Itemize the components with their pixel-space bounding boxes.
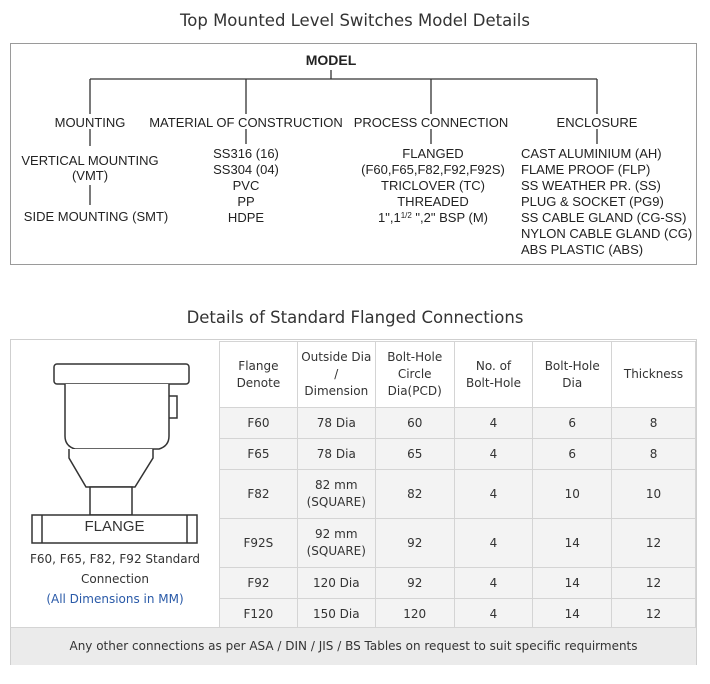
table-row — [220, 470, 696, 519]
flange-details-panel — [10, 339, 697, 665]
cell-bolt-count: 4 — [454, 439, 533, 470]
cell-outside-dia: 78 Dia — [297, 439, 375, 470]
cell-bolt-dia: 14 — [533, 599, 612, 630]
option-ss-cable-gland: SS CABLE GLAND (CG-SS) — [521, 210, 687, 225]
cell-outside-dia: 150 Dia — [297, 599, 375, 630]
cell-bolt-count: 4 — [454, 519, 533, 568]
option-vmt-code: (VMT) — [71, 168, 109, 183]
header-bolt-count: No. of Bolt-Hole — [454, 342, 533, 408]
header-flange-denote: Flange Denote — [220, 342, 298, 408]
dimension-note: (All Dimensions in MM) — [46, 592, 184, 606]
cell-thickness: 12 — [612, 519, 696, 568]
option-ss-weather: SS WEATHER PR. (SS) — [521, 178, 661, 193]
cell-flange: F120 — [220, 599, 298, 630]
option-cast-aluminium: CAST ALUMINIUM (AH) — [521, 146, 662, 161]
process-options — [361, 146, 505, 226]
option-pvc: PVC — [232, 178, 260, 193]
table-row — [220, 568, 696, 599]
cell-outside-dia: 78 Dia — [297, 408, 375, 439]
option-side-mounting: SIDE MOUNTING (SMT) — [23, 209, 169, 224]
cell-flange: F92 — [220, 568, 298, 599]
table-row — [220, 599, 696, 630]
header-thickness: Thickness — [612, 342, 696, 408]
cell-bolt-dia: 6 — [533, 439, 612, 470]
cell-pcd: 82 — [375, 470, 454, 519]
level-switch-illustration — [11, 340, 219, 627]
model-details-title: Top Mounted Level Switches Model Details — [179, 11, 530, 30]
flange-caption-line-2: Connection — [81, 572, 149, 586]
cell-bolt-dia: 14 — [533, 519, 612, 568]
flange-caption-line-1: F60, F65, F82, F92 Standard — [30, 552, 200, 566]
cell-pcd: 92 — [375, 519, 454, 568]
table-row — [220, 408, 696, 439]
option-threaded-sizes: $1",1^{1/2}$ ",2" BSP (M) — [378, 210, 488, 225]
cell-bolt-count: 4 — [454, 599, 533, 630]
mounting-options — [21, 153, 158, 183]
option-vertical-mounting: VERTICAL MOUNTING — [21, 153, 159, 168]
cell-bolt-count: 4 — [454, 408, 533, 439]
housing-body-shape — [65, 384, 169, 449]
cell-thickness: 10 — [612, 470, 696, 519]
model-tree-diagram — [10, 43, 697, 265]
category-material: MATERIAL OF CONSTRUCTION — [149, 115, 343, 130]
cell-flange: F92S — [220, 519, 298, 568]
cell-thickness: 8 — [612, 408, 696, 439]
category-enclosure: ENCLOSURE — [556, 115, 638, 130]
table-header-row — [220, 342, 696, 408]
material-options — [213, 146, 279, 226]
option-nylon-cable-gland: NYLON CABLE GLAND (CG) — [521, 226, 693, 241]
option-ss316: SS316 (16) — [213, 146, 279, 161]
reducer-shape — [69, 449, 153, 487]
cell-pcd: 92 — [375, 568, 454, 599]
header-bolt-dia: Bolt-Hole Dia — [533, 342, 612, 408]
cell-pcd: 60 — [375, 408, 454, 439]
cell-bolt-dia: 14 — [533, 568, 612, 599]
category-process-connection: PROCESS CONNECTION — [353, 115, 509, 130]
category-mounting: MOUNTING — [54, 115, 126, 130]
option-abs-plastic: ABS PLASTIC (ABS) — [521, 242, 644, 257]
cell-pcd: 120 — [375, 599, 454, 630]
cell-flange: F65 — [220, 439, 298, 470]
table-row — [220, 439, 696, 470]
option-pp: PP — [237, 194, 255, 209]
cell-bolt-count: 4 — [454, 568, 533, 599]
cell-flange: F82 — [220, 470, 298, 519]
cell-flange: F60 — [220, 408, 298, 439]
cell-outside-dia: 120 Dia — [297, 568, 375, 599]
cell-bolt-dia: 10 — [533, 470, 612, 519]
option-flanged: FLANGED — [402, 146, 464, 161]
header-pcd: Bolt-Hole Circle Dia(PCD) — [375, 342, 454, 408]
model-root-label: MODEL — [305, 52, 357, 68]
cell-outside-dia: 92 mm (SQUARE) — [297, 519, 375, 568]
custom-connection-note: Any other connections as per ASA / DIN / JIS / BS Tables on request to suit specific requirments — [11, 627, 696, 665]
flange-spec-table — [219, 341, 696, 630]
cell-bolt-count: 4 — [454, 470, 533, 519]
flange-label: FLANGE — [84, 518, 145, 535]
option-threaded: THREADED — [397, 194, 469, 209]
top-cap-shape — [54, 364, 189, 384]
header-outside-dia: Outside Dia / Dimension — [297, 342, 375, 408]
cell-bolt-dia: 6 — [533, 408, 612, 439]
neck-shape — [90, 487, 132, 515]
table-row — [220, 519, 696, 568]
option-triclover: TRICLOVER (TC) — [381, 178, 485, 193]
flange-details-title: Details of Standard Flanged Connections — [186, 308, 524, 327]
cell-outside-dia: 82 mm (SQUARE) — [297, 470, 375, 519]
cell-pcd: 65 — [375, 439, 454, 470]
option-ss304: SS304 (04) — [213, 162, 279, 177]
option-plug-socket: PLUG & SOCKET (PG9) — [521, 194, 664, 209]
enclosure-options — [521, 146, 692, 258]
cell-thickness: 12 — [612, 568, 696, 599]
cell-thickness: 12 — [612, 599, 696, 630]
option-flame-proof: FLAME PROOF (FLP) — [521, 162, 651, 177]
option-flanged-codes: (F60,F65,F82,F92,F92S) — [361, 162, 505, 177]
cell-thickness: 8 — [612, 439, 696, 470]
option-hdpe: HDPE — [227, 210, 265, 225]
